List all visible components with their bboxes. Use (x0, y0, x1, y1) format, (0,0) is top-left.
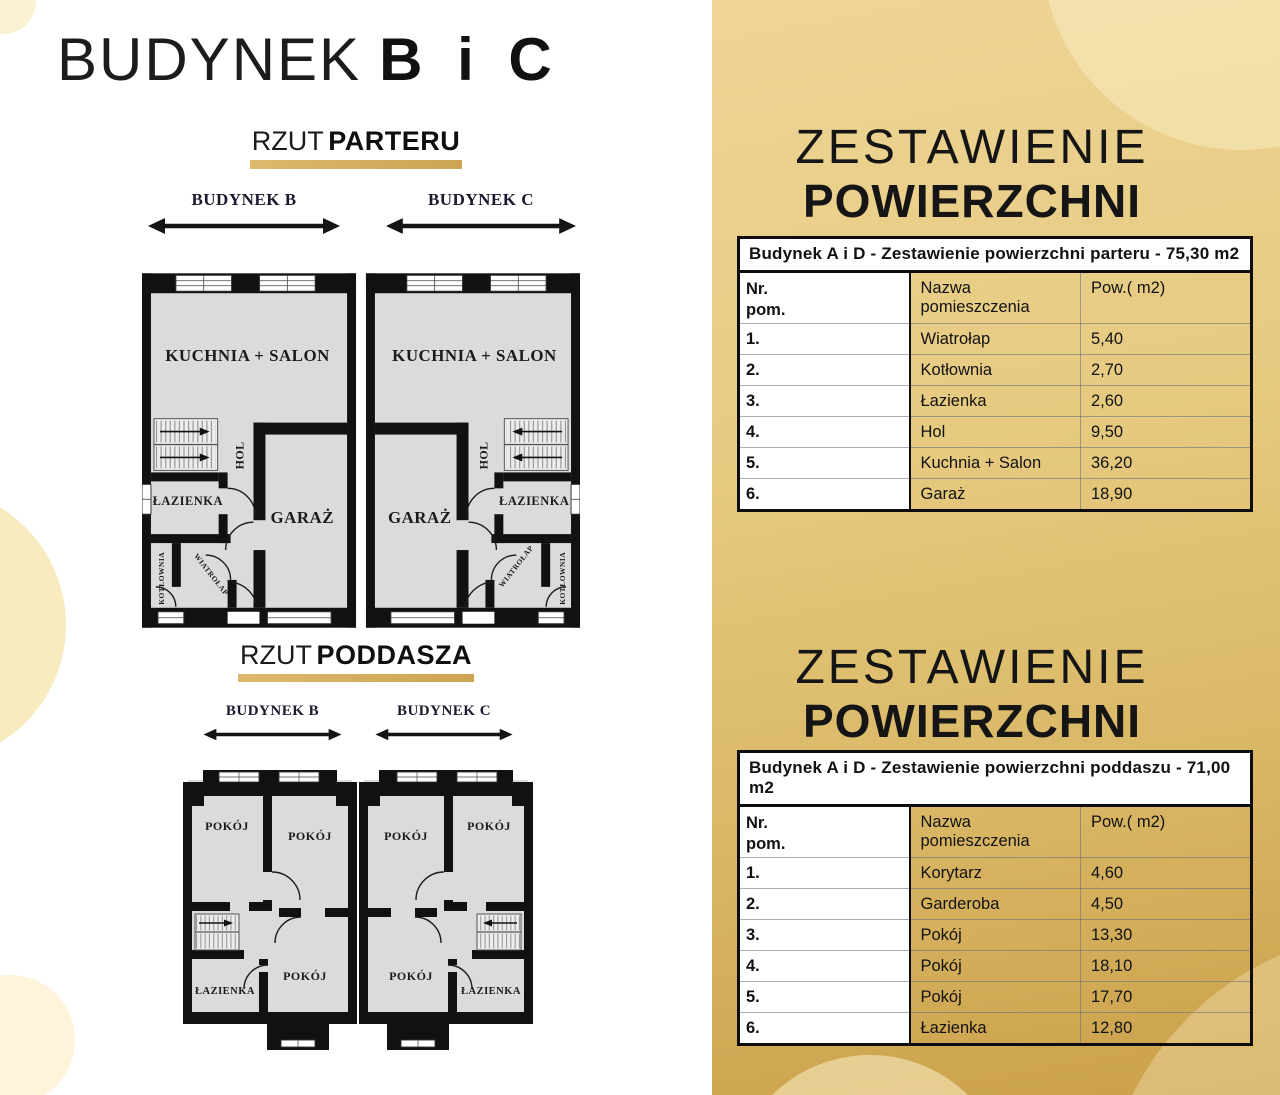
page-title (57, 28, 561, 91)
table-row: 4. Pokój 18,10 (739, 951, 1252, 982)
room-label-wiatrolap: WIATROŁAP (496, 543, 536, 590)
table-row: 3. Pokój 13,30 (739, 920, 1252, 951)
decor-circle (730, 1055, 1010, 1095)
col-header-nr: Nr. pom. (739, 806, 910, 858)
col-header-name: Nazwa pomieszczenia (910, 806, 1081, 858)
building-c-group (384, 190, 578, 236)
summary-heading-bold: POWIERZCHNI (802, 174, 1142, 227)
room-label-pokoj: POKÓJ (389, 969, 433, 983)
col-header-name: Nazwa pomieszczenia (910, 272, 1081, 324)
heading-light: RZUT (251, 126, 324, 156)
col-header-area: Pow.( m2) (1081, 806, 1252, 858)
ground-floor-plan (142, 273, 580, 628)
room-label-pokoj: POKÓJ (288, 829, 332, 843)
room-label-hol: HOL (476, 441, 491, 470)
table-row: 5. Kuchnia + Salon 36,20 (739, 448, 1252, 479)
col-header-area: Pow.( m2) (1081, 272, 1252, 324)
decor-circle (0, 975, 75, 1095)
room-label-pokoj: POKÓJ (467, 819, 511, 833)
room-label-lazienka: ŁAZIENKA (152, 494, 223, 509)
page-title-light: BUDYNEK (57, 26, 362, 93)
room-label-lazienka: ŁAZIENKA (194, 986, 256, 997)
room-label-kuchnia-salon: KUCHNIA + SALON (165, 345, 330, 365)
poddasze-building-labels (202, 703, 514, 743)
table-title: Budynek A i D - Zestawienie powierzchni poddaszu - 71,00 m2 (739, 752, 1252, 806)
double-arrow-icon (202, 726, 343, 743)
decor-circle (0, 487, 66, 763)
table-row: 3. Łazienka 2,60 (739, 386, 1252, 417)
room-label-pokoj: POKÓJ (384, 829, 428, 843)
table-header-row (739, 806, 1252, 858)
section-heading-poddasze (0, 641, 712, 682)
summary-heading-light: ZESTAWIENIE (795, 641, 1149, 694)
table-row: 5. Pokój 17,70 (739, 982, 1252, 1013)
table-row: 1. Wiatrołap 5,40 (739, 324, 1252, 355)
double-arrow-icon (146, 216, 342, 236)
building-c-group (374, 703, 514, 743)
building-c-label: BUDYNEK C (427, 190, 535, 209)
building-b-label: BUDYNEK B (191, 190, 297, 209)
building-b-group (146, 190, 342, 236)
col-header-nr: Nr. pom. (739, 272, 910, 324)
room-label-pokoj: POKÓJ (283, 969, 327, 983)
section-heading-parter (0, 127, 712, 169)
room-label-lazienka: ŁAZIENKA (460, 986, 522, 997)
room-label-pokoj: POKÓJ (205, 819, 249, 833)
room-label-kotlownia: KOTŁOWNIA (156, 551, 166, 605)
table-title: Budynek A i D - Zestawienie powierzchni parteru - 75,30 m2 (739, 238, 1252, 272)
double-arrow-icon (384, 216, 578, 236)
room-label-garaz: GARAŻ (270, 508, 335, 528)
heading-light: RZUT (240, 640, 312, 670)
table-row: 1. Korytarz 4,60 (739, 858, 1252, 889)
room-label-kotlownia: KOTŁOWNIA (558, 551, 568, 605)
parter-building-labels (146, 190, 578, 236)
gold-underline (250, 160, 462, 169)
attic-floor-plan (183, 766, 533, 1056)
room-label-wiatrolap: WIATROŁAP (192, 551, 231, 598)
heading-bold: PARTERU (328, 126, 461, 156)
room-label-kuchnia-salon: KUCHNIA + SALON (392, 345, 557, 365)
double-arrow-icon (374, 726, 514, 743)
summary-heading-poddasze (722, 641, 1222, 747)
gold-underline (238, 674, 474, 682)
table-row: 6. Garaż 18,90 (739, 479, 1252, 511)
table-row: 6. Łazienka 12,80 (739, 1013, 1252, 1045)
building-c-label: BUDYNEK C (396, 703, 492, 719)
room-label-hol: HOL (232, 441, 247, 470)
summary-heading-bold: POWIERZCHNI (802, 694, 1142, 747)
table-row: 2. Garderoba 4,50 (739, 889, 1252, 920)
summary-panel (712, 0, 1280, 1095)
table-row: 2. Kotłownia 2,70 (739, 355, 1252, 386)
summary-heading-light: ZESTAWIENIE (795, 121, 1149, 174)
room-label-garaz: GARAŻ (387, 508, 452, 528)
area-table-poddasze (737, 750, 1253, 1046)
area-table-parter (737, 236, 1253, 512)
page-title-bold: B i C (379, 26, 561, 93)
building-b-label: BUDYNEK B (225, 703, 320, 719)
building-b-group (202, 703, 343, 743)
summary-heading-parter (722, 121, 1222, 227)
room-label-lazienka: ŁAZIENKA (499, 494, 570, 509)
decor-circle (0, 0, 36, 34)
heading-bold: PODDASZA (316, 640, 472, 670)
table-row: 4. Hol 9,50 (739, 417, 1252, 448)
table-header-row (739, 272, 1252, 324)
